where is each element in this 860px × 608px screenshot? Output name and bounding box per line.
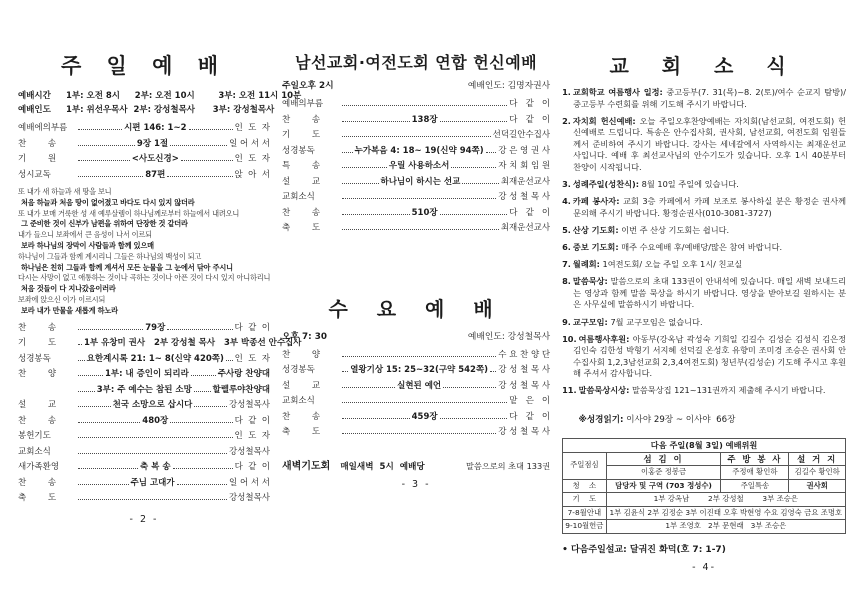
order-right: 강성철목사 [228, 493, 270, 504]
order-label: 기 도 [282, 130, 321, 140]
news-title: 교구모임: [572, 316, 608, 327]
dotted-leader [443, 387, 496, 388]
dotted-leader [440, 121, 508, 122]
order-right: 강 성 철 목 사 [498, 427, 551, 437]
order-of-worship-bottom [18, 321, 302, 507]
dotted-leader [342, 167, 387, 168]
row-label-cell: 기 도 [563, 493, 607, 507]
order-right: 다 같 이 [234, 415, 271, 426]
dotted-leader [167, 176, 232, 177]
lunch-label-cell: 주일점심 [563, 452, 607, 479]
order-label: 예배에의부름 [18, 123, 68, 133]
table-cell: 주정애 황인하 [721, 466, 789, 480]
news-title: 말씀묵상: [572, 276, 608, 287]
order-line [18, 429, 270, 445]
bible-reading-label: ※성경읽기: [578, 415, 624, 426]
order-right: 수 요 찬 양 단 [498, 349, 551, 360]
order-label: 성시교독 [18, 169, 51, 180]
reading-line: 하나님이 그들과 함께 계시리니 그들은 하나님의 백성이 되고 [18, 251, 202, 261]
reading-line: 하나님은 친히 그들과 함께 계셔서 모든 눈물을 그 눈에서 닦아 주시니 [21, 262, 233, 272]
order-right: 일 어 서 서 [229, 477, 270, 488]
dotted-leader [78, 484, 129, 485]
dotted-leader [342, 198, 496, 199]
order-line [282, 363, 550, 379]
news-body: 교회 3층 카페에서 카페 보조로 봉사하실 분은 황정순 권사께 문의해 주시기 바랍니다. 황정순권사(010-3081-3727) [573, 196, 847, 218]
dotted-leader [78, 360, 85, 361]
info-label: 예배시간 [18, 91, 51, 101]
order-line [282, 113, 550, 129]
order-center: 열왕기상 15: 25~32(구약 542쪽) [350, 365, 489, 375]
dotted-leader [440, 214, 508, 215]
order-line [18, 137, 270, 153]
news-number: 5. [562, 224, 571, 235]
table-cell: 권사회 [789, 479, 846, 493]
sunday-worship-title: 주 일 예 배 [60, 54, 228, 78]
dotted-leader [490, 371, 496, 372]
order-right: 최재운선교사 [500, 176, 551, 187]
order-line [18, 476, 270, 492]
page-3-services [282, 50, 550, 608]
dotted-leader [167, 329, 232, 330]
news-number: 4. [562, 196, 571, 207]
dawn-prayer-row [282, 457, 550, 472]
news-title: 자치회 헌신예배: [572, 115, 636, 126]
order-right: 강성철목사 [228, 400, 271, 411]
dedication-service-title: 남선교회·여전도회 연합 헌신예배 [295, 53, 538, 72]
reading-line: 다시는 사망이 없고 애통하는 것이나 곡하는 것이나 아픈 것이 다시 있지 아니하리니 [18, 273, 270, 283]
order-label: 봉헌기도 [18, 431, 51, 442]
order-right: 인 도 자 [234, 154, 271, 164]
order-label: 찬 양 [282, 349, 321, 360]
order-label: 예배의부름 [282, 99, 324, 109]
order-center: 480장 [142, 415, 169, 426]
order-label: 찬 송 [18, 322, 57, 333]
news-number: 3. [562, 179, 571, 190]
order-line [282, 221, 550, 237]
order-line [18, 398, 270, 414]
dotted-leader [78, 375, 103, 376]
order-line [18, 383, 270, 399]
dotted-leader [78, 437, 233, 438]
service-time-row [18, 89, 302, 103]
order-line [282, 128, 550, 144]
order-right: 다 같 이 [234, 462, 271, 473]
page-4-church-news [562, 50, 846, 608]
dotted-leader [177, 484, 228, 485]
order-line [18, 367, 270, 383]
news-body: 아동부(강옥남 곽성숙 기희일 김길수 김성순 김성식 김은정 김인숙 김한성 박형기 서지혜 선덕길 온성호 유향미 조미경 조승은 권사회 안수집사회 1,2,3남선교회 2,3,4여전도회) 청년부(김성순) 기도해 주시고 후원해 주셔서 감사합니다. [573, 333, 846, 379]
service-leader-row [18, 103, 275, 117]
dotted-leader [342, 121, 410, 122]
order-center: 9장 1절 [136, 138, 169, 149]
service-leader: 예배인도: 김명자권사 [467, 81, 551, 91]
reading-line: 또 내가 새 하늘과 새 땅을 보니 [18, 187, 112, 196]
dotted-leader [342, 371, 348, 372]
order-label: 새가족환영 [18, 462, 60, 473]
bible-reading-plan [562, 403, 846, 435]
news-item [562, 276, 846, 311]
order-right: 인 도 자 [234, 353, 271, 364]
order-right: 할렐루야찬양대 [212, 384, 271, 395]
table-caption-row [563, 439, 846, 453]
dotted-leader [342, 387, 395, 388]
news-number: 9. [562, 316, 571, 327]
order-line [282, 379, 550, 395]
dotted-leader [78, 468, 138, 469]
news-item [562, 116, 846, 174]
dotted-leader [191, 375, 216, 376]
dotted-leader [451, 167, 496, 168]
order-right: 강 성 철 목 사 [498, 192, 551, 202]
news-title: 산상 기도회: [572, 224, 619, 235]
page-number: - 3 - [401, 478, 431, 490]
info-text: 1부: 위선우목사 2부: 강성철목사 3부: 강성철목사 [66, 105, 275, 115]
order-center: 138장 [411, 114, 438, 125]
dotted-leader [78, 160, 130, 161]
table-row [563, 493, 846, 507]
news-number: 7. [562, 259, 571, 270]
news-body: 매주 수요예배 후/예배당/많은 참여 바랍니다. [618, 242, 783, 253]
dotted-leader [462, 183, 499, 184]
news-title: 여름행사후원: [578, 333, 630, 344]
order-label: 축 도 [18, 493, 57, 504]
page-number: - 2 - [129, 513, 159, 525]
order-right: 선덕길안수집사 [492, 130, 551, 140]
dotted-leader [342, 433, 496, 434]
dotted-leader [78, 391, 95, 392]
news-item [562, 334, 846, 380]
order-line [282, 348, 550, 364]
dotted-leader [78, 129, 122, 130]
reading-line: 내가 들으니 보좌에서 큰 음성이 나서 이르되 [18, 230, 152, 240]
dotted-leader [173, 468, 233, 469]
dotted-leader [78, 329, 143, 330]
page-number: - 4- [692, 561, 717, 573]
order-label: 교회소식 [18, 446, 51, 457]
dawn-prayer-time: 매일새벽 5시 예배당 [340, 461, 425, 472]
order-label: 교회소식 [282, 396, 315, 406]
order-right: 강 성 철 목 사 [498, 380, 551, 391]
table-header-cell: 주 방 봉 사 [721, 452, 789, 466]
service-time: 오후 7: 30 [282, 331, 328, 342]
table-cell: 담당자 및 구역 (703 정성수) [606, 479, 721, 493]
table-cell: 이홍준 정봉금 [606, 466, 721, 480]
table-cell: 김길수 황인하 [789, 466, 846, 480]
reading-line: 처음 것들이 다 지나갔음이러라 [21, 284, 116, 294]
order-line [282, 144, 550, 160]
info-label: 예배인도 [18, 105, 51, 115]
order-center: 축 복 송 [140, 462, 171, 473]
order-label: 특 송 [282, 161, 321, 171]
order-right: 최재운선교사 [500, 223, 551, 233]
order-line [282, 97, 550, 113]
dotted-leader [189, 129, 233, 130]
news-body: 중고등부(7. 31(목)~8. 2(토)/여수 순교지 탐방)/중고등부 수련회를 위해 기도해 주시기 바랍니다. [573, 87, 846, 109]
dotted-leader [440, 418, 508, 419]
order-line [282, 175, 550, 191]
dotted-leader [342, 402, 507, 403]
news-number: 1. [562, 87, 571, 97]
dotted-leader [342, 183, 379, 184]
order-center: 79장 [145, 322, 166, 333]
dotted-leader [78, 406, 111, 407]
order-label: 기 원 [18, 154, 57, 164]
order-label: 찬 양 [18, 369, 57, 380]
info-text: 1부: 오전 8시 2부: 오전 10시 3부: 오전 11시 10분 [66, 91, 302, 101]
news-body: 이번 주 산상 기도회는 쉽니다. [618, 224, 730, 235]
news-body: 7월 교구모임은 없습니다. [607, 316, 703, 327]
dotted-leader [170, 422, 232, 423]
order-line [18, 121, 270, 137]
dotted-leader [78, 344, 82, 345]
order-right: 다 같 이 [234, 322, 270, 333]
order-label: 찬 송 [18, 477, 57, 488]
bible-reading-text: 이사야 29장 ~ 이사야 66장 [623, 415, 736, 426]
news-body: 1여전도회/ 오늘 주일 오후 1시/ 친교실 [599, 259, 743, 270]
news-number: 10. [562, 333, 577, 344]
service-time: 주일오후 2시 [282, 81, 334, 91]
news-item [562, 259, 846, 271]
service-leader: 예배인도: 강성철목사 [467, 331, 551, 342]
order-line [18, 445, 270, 461]
news-number: 2. [562, 115, 571, 126]
order-line [18, 352, 270, 368]
service-subheader [282, 330, 550, 344]
order-center: 1부: 내 증인이 되리라 [104, 369, 189, 380]
next-week-duty-table [562, 438, 846, 534]
order-label: 찬 송 [282, 411, 321, 422]
dotted-leader [78, 145, 135, 146]
order-center: 510장 [411, 207, 438, 218]
order-right: 강 성 철 목 사 [498, 365, 551, 375]
news-item [562, 385, 846, 397]
dotted-leader [486, 152, 497, 153]
service-subheader [282, 79, 550, 93]
wednesday-order [282, 348, 550, 441]
order-label: 성경봉독 [282, 365, 315, 375]
reading-line: 보라 하나님의 장막이 사람들과 함께 있으매 [21, 240, 154, 250]
reading-line: 보라 내가 만물을 새롭게 하노라 [21, 305, 118, 315]
news-body: 말씀묵상집 121~131권까지 제출해 주시기 바랍니다. [629, 385, 826, 396]
order-line [282, 206, 550, 222]
dotted-leader [78, 499, 227, 500]
order-line [18, 321, 270, 337]
order-line [18, 152, 270, 168]
row-label-cell: 7-8월안내 [563, 506, 607, 520]
order-center: 주님 고대가 [130, 477, 175, 488]
responsive-reading [18, 187, 270, 317]
table-row [563, 520, 846, 534]
dotted-leader [342, 229, 499, 230]
order-label: 설 교 [282, 380, 321, 391]
order-center: 하나님이 하시는 선교 [380, 176, 461, 187]
dotted-leader [78, 176, 143, 177]
order-right: 1부 유창미 권사 2부 강성철 목사 3부 박종선 안수집사 [84, 338, 302, 349]
order-right: 인 도 자 [234, 123, 271, 133]
table-cell: 1부 조영호 2부 문현래 3부 조승은 [606, 520, 845, 534]
order-right: 일 어 서 서 [229, 138, 271, 149]
order-of-worship-top [18, 121, 270, 183]
table-cell: 1부 김윤식 2부 김정순 3부 이진태 오후 박현영 수요 김영숙 금요 조명호 [606, 506, 845, 520]
dotted-leader [78, 453, 227, 454]
order-line [18, 491, 270, 507]
table-row [563, 506, 846, 520]
order-right: 자 치 회 임 원 [498, 161, 551, 171]
order-label: 성경봉독 [18, 353, 51, 364]
dotted-leader [342, 136, 491, 137]
order-label: 찬 송 [282, 207, 321, 218]
order-center: 3부: 주 예수는 참된 소망 [96, 384, 192, 395]
order-right: 강 은 영 권 사 [498, 145, 551, 156]
table-row [563, 479, 846, 493]
dotted-leader [342, 214, 410, 215]
order-center: 우릴 사용하소서 [388, 161, 450, 171]
order-label: 축 도 [282, 427, 321, 437]
dedication-order [282, 97, 550, 237]
news-number: 8. [562, 276, 571, 287]
next-week-sermon: • 다음주일설교: 달궈진 화덕(호 7: 1-7) [562, 544, 726, 555]
reading-line: 또 내가 보매 거룩한 성 새 예루살렘이 하나님께로부터 하늘에서 내려오니 [18, 208, 240, 218]
row-label-cell: 청 소 [563, 479, 607, 493]
order-line [282, 190, 550, 206]
order-center: 459장 [411, 411, 438, 422]
table-header-cell: 설 거 지 [789, 452, 846, 466]
order-right: 강성철목사 [228, 446, 270, 457]
news-title: 월례회: [572, 259, 600, 270]
order-line [282, 394, 550, 410]
dotted-leader [194, 391, 211, 392]
order-center: <사도신경> [131, 154, 179, 164]
order-right: 다 같 이 [509, 207, 551, 218]
dawn-prayer-label: 새벽기도회 [282, 460, 331, 472]
news-body: 오늘 주일오후찬양예배는 자치회(남선교회, 여전도회) 헌신예배로 드립니다. 특송은 안수집사회, 권사회, 남선교회, 여전도회 임원들께서 준비하여 주시기 바랍니다. 강사는 세네갈에서 사역하시는 최재운선교사입니다. 예배 후 최선교사님의 안수기도가 있습니다. 오후 1시 40분부터 찬양이 시작됩니다. [573, 115, 846, 173]
news-number: 6. [562, 242, 571, 253]
order-label: 축 도 [282, 223, 321, 233]
order-right: 주사랑 찬양대 [217, 369, 270, 380]
church-news-title: 교 회 소 식 [609, 54, 799, 78]
dotted-leader [194, 406, 227, 407]
news-title: 말씀묵상시상: [578, 385, 630, 396]
news-item [562, 242, 846, 254]
order-label: 찬 송 [282, 114, 321, 125]
news-title: 카페 봉사자: [572, 196, 620, 207]
news-body: 말씀으로의 초대 133권이 안내석에 있습니다. 매일 새벽 보내드리는 영상과 함께 말씀 묵상을 하시기 바랍니다. 영상을 받아보길 원하시는 분은 사무실에 말씀하시기 바랍니다. [573, 276, 846, 310]
table-cell: 주일특송 [721, 479, 789, 493]
order-line [18, 460, 270, 476]
table-header-cell: 섬 김 이 [606, 452, 721, 466]
table-cell: 1부 강옥남 2부 강성철 3부 조승은 [606, 493, 845, 507]
order-line [18, 414, 270, 430]
dotted-leader [342, 418, 410, 419]
news-item [562, 317, 846, 329]
news-body: 8월 10일 주일에 있습니다. [639, 179, 739, 190]
order-right: 맡 은 이 [509, 396, 551, 406]
news-item [562, 179, 846, 191]
wednesday-worship-title: 수 요 예 배 [328, 296, 504, 321]
order-right: 인 도 자 [234, 431, 270, 442]
order-label: 설 교 [18, 400, 57, 411]
news-number: 11. [562, 385, 577, 396]
order-label: 설 교 [282, 176, 321, 187]
news-item [562, 196, 846, 219]
table-row [563, 452, 846, 466]
news-item [562, 225, 846, 237]
order-label: 찬 송 [18, 138, 57, 149]
reading-line: 보좌에 앉으신 이가 이르시되 [18, 294, 106, 304]
order-center: 87편 [145, 169, 166, 180]
dotted-leader [342, 105, 507, 106]
dotted-leader [170, 145, 227, 146]
dotted-leader [342, 152, 353, 153]
news-title: 중보 기도회: [572, 242, 619, 253]
order-right: 다 같 이 [509, 99, 551, 109]
order-label: 성경봉독 [282, 145, 315, 156]
order-right: 다 같 이 [509, 114, 551, 125]
dotted-leader [226, 360, 233, 361]
news-item [562, 87, 846, 110]
order-right: 앉 아 서 [234, 169, 270, 180]
order-label: 교회소식 [282, 192, 315, 202]
order-line [282, 425, 550, 441]
reading-line: 처음 하늘과 처음 땅이 없어졌고 바다도 다시 있지 않더라 [21, 197, 195, 207]
dotted-leader [342, 356, 496, 357]
news-title: 성례주일(성찬식): [572, 179, 640, 190]
order-center: 실현된 예언 [397, 380, 442, 391]
order-line [282, 159, 550, 175]
order-center: 요한계시록 21: 1~ 8(신약 420쪽) [86, 353, 224, 364]
order-center: 누가복음 4: 18~ 19(신약 94쪽) [354, 145, 484, 156]
row-label-cell: 9-10월헌금 [563, 520, 607, 534]
order-label: 찬 송 [18, 415, 57, 426]
reading-line: 그 준비한 것이 신부가 남편을 위하여 단장한 것 같더라 [21, 219, 188, 229]
order-center: 천국 소망으로 삽시다 [112, 400, 193, 411]
order-line [18, 168, 270, 184]
order-label: 기 도 [18, 338, 57, 349]
table-caption: 다음 주일(8월 3일) 예배위원 [563, 439, 846, 453]
news-title: 교회학교 여름행사 일정: [572, 87, 663, 97]
dotted-leader [78, 422, 140, 423]
dotted-leader [181, 160, 233, 161]
dawn-prayer-note: 말씀으로의 초대 133권 [466, 460, 551, 471]
order-line [282, 410, 550, 426]
order-center: 시편 146: 1~2 [124, 123, 187, 133]
order-right: 다 같 이 [509, 411, 551, 422]
order-line [18, 336, 302, 352]
